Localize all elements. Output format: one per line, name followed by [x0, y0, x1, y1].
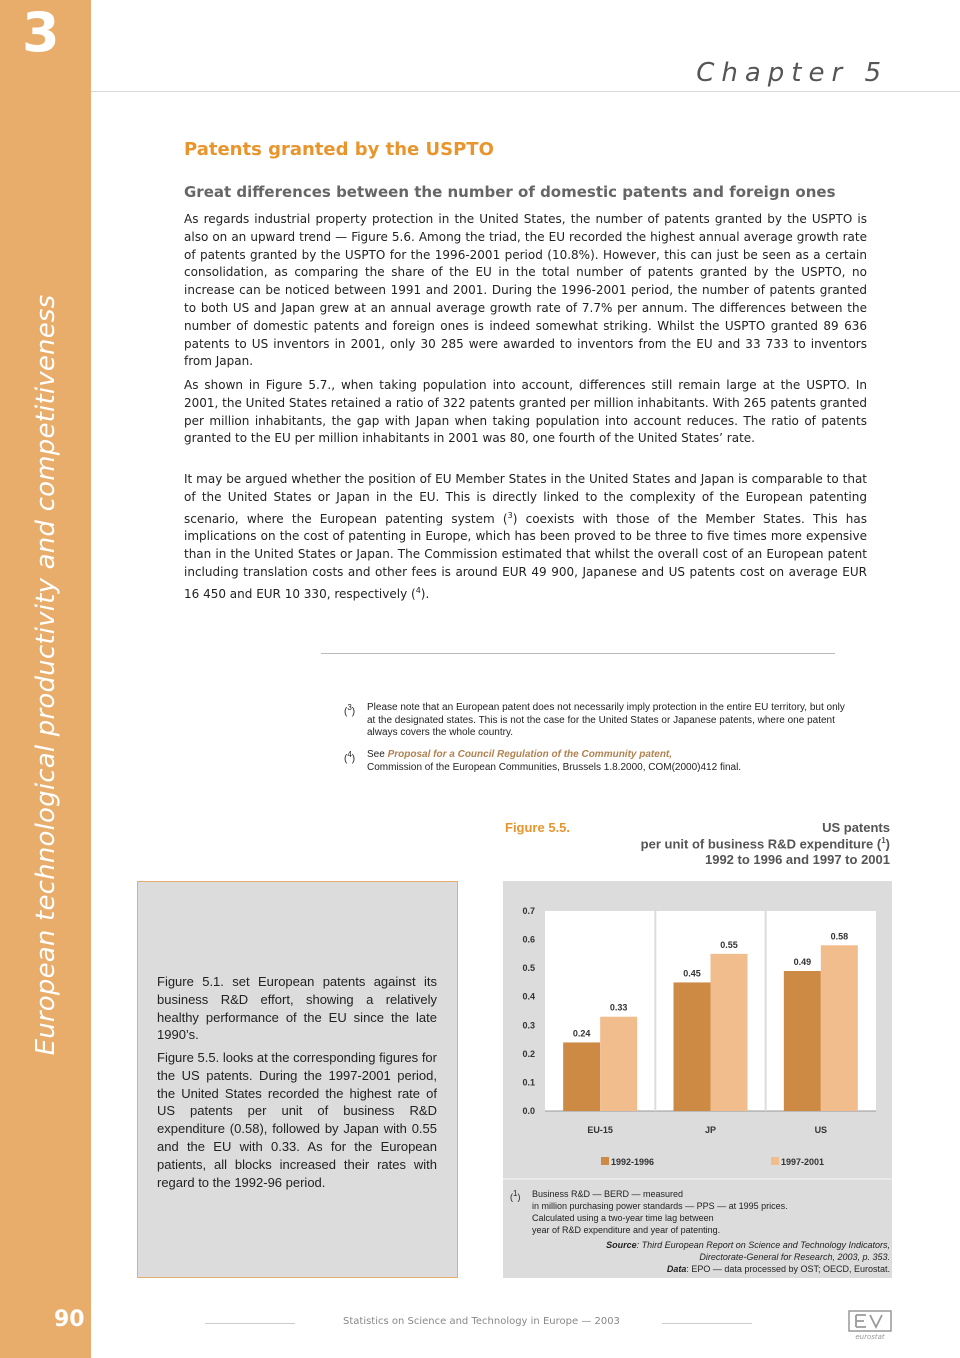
- footer-rule-right: [662, 1323, 752, 1324]
- legend-swatch-1992-1996: [601, 1157, 609, 1165]
- figure-title-line-2: per unit of business R&D expenditure ($^1$): [640, 836, 890, 852]
- y-tick-label: 0.0: [522, 1106, 535, 1116]
- paragraph-3: [184, 471, 867, 604]
- x-tick-label: EU-15: [587, 1125, 613, 1135]
- y-tick-label: 0.1: [522, 1077, 535, 1088]
- paragraph-2: As shown in Figure 5.7., when taking population into account, differences still remain large at the USPTO. In 2001, the United States retained a ratio of 322 patents granted per million inhabitants. With 265 patents granted per million inhabitants, the gap with Japan when taking population into account reduces. The ratio of patents granted to the EU per million inhabitants in 2001 was 80, one fourth of the United States’ rate.: [184, 378, 867, 446]
- legend-label: 1992-1996: [611, 1157, 655, 1167]
- y-tick-label: 0.5: [522, 963, 535, 974]
- bar-1992-1996-US: [784, 971, 821, 1111]
- footnote-4-marker: ($^4$): [344, 750, 356, 765]
- footnote-4-text: See Proposal for a Council Regulation of the Community patent, Commission of the European Communities, Brussels 1.8.2000, COM(2000)412 final.: [367, 749, 742, 773]
- legend-swatch-1997-2001: [771, 1157, 779, 1165]
- chart-data-source: Data: EPO — data processed by OST; OECD, Eurostat.: [666, 1264, 890, 1274]
- sidebar: [0, 0, 91, 1358]
- y-tick-label: 0.7: [522, 906, 535, 916]
- bar-1997-2001-EU-15: [600, 1017, 637, 1111]
- chart-source: Source: Third European Report on Science and Technology Indicators,: [606, 1240, 890, 1250]
- figure-title-line-1: US patents: [822, 820, 890, 835]
- chapter-number: 3: [22, 1, 60, 64]
- paragraph-3-part-3: ).: [420, 586, 430, 601]
- box-paragraph-1: Figure 5.1. set European patents against its business R&D effort, showing a relatively healthy performance of the EU since the late 1990’s.: [157, 974, 437, 1043]
- box-paragraph-2: Figure 5.5. looks at the corresponding figures for the US patents. During the 1997-2001 period, the United States recorded the highest rate of US patents per unit of business R&D expenditure (0.58), followed by Japan with 0.55 and the EU with 0.33. As for the European patients, all blocks increased their rates with regard to the 1992-96 period.: [157, 1050, 437, 1190]
- data-label: 0.24: [572, 1028, 591, 1039]
- y-tick-label: 0.6: [522, 934, 535, 945]
- section-subtitle: Great differences between the number of domestic patents and foreign ones: [184, 183, 836, 201]
- x-tick-label: JP: [704, 1125, 717, 1135]
- y-tick-label: 0.4: [522, 991, 535, 1002]
- bar-1997-2001-JP: [711, 954, 748, 1111]
- footnote-4-title: Proposal for a Council Regulation of the Community patent,: [387, 749, 673, 760]
- y-tick-label: 0.2: [522, 1048, 535, 1059]
- chart-note-text: Business R&D — BERD — measured in million purchasing power standards — PPS — at 1995 prices. Calculated using a two-year time lag between year of R&D expenditure and year of patenting.: [532, 1189, 788, 1235]
- data-label: 0.49: [793, 957, 812, 967]
- data-label: 0.45: [683, 968, 701, 979]
- eurostat-logo: [848, 1310, 892, 1340]
- x-tick-label: US: [814, 1125, 828, 1135]
- data-label: 0.33: [609, 1002, 628, 1013]
- data-label: 0.58: [830, 931, 849, 942]
- header-rule: [91, 91, 960, 92]
- eurostat-logo-text: eurostat: [855, 1333, 885, 1340]
- paragraph-3-part-2: ) coexists with those of the Member States. This has implications on the cost of patenting in Europe, which has been proved to be three to five times more expensive than in the United States or Japan. The Commission estimated that whilst the overall cost of an European patent including translation costs and other fees is around EUR 49 900, Japanese and US patents cost on average EUR 16 450 and EUR 10 330, respectively (: [184, 511, 867, 601]
- legend-label: 1997-2001: [781, 1157, 825, 1167]
- footer-text: Statistics on Science and Technology in Europe — 2003: [343, 1316, 620, 1327]
- page-number: 90: [54, 1307, 85, 1332]
- figure-label: Figure 5.5.: [505, 820, 571, 835]
- paragraph-1: As regards industrial property protection in the United States, the number of patents granted by the USPTO is also on an upward trend — Figure 5.6. Among the triad, the EU recorded the highest annual average growth rate of patents granted by the USPTO for the 1996-2001 period (10.8%). However, this can just be seen as a certain consolidation, as comparing the share of the EU in the total number of patents granted by the USPTO, no increase can be noticed between 1991 and 2001. During the 1996-2001 period, the number of patents granted to both US and Japan grew at an annual average growth rate of 7.7% per annum. The differences between the number of domestic patents and foreign ones is indeed somewhat striking. Whilst the USPTO granted 89 636 patents to US inventors in 2001, only 30 285 were awarded to inventors from the EU and 33 733 to inventors from Japan.: [184, 212, 867, 369]
- chart-note-marker: ($^1$): [510, 1189, 521, 1202]
- vertical-title: European technological productivity and competitiveness: [31, 294, 61, 1056]
- bar-1992-1996-EU-15: [563, 1042, 600, 1111]
- paragraph-3-part-1: It may be argued whether the position of EU Member States in the United States and Japan is comparable to that of the United States or Japan in the EU. This is directly linked to the complexity of the European patenting scenario, where the European patenting system (: [184, 472, 867, 526]
- chapter-label: Chapter 5: [696, 58, 888, 88]
- y-tick-label: 0.3: [522, 1020, 535, 1031]
- bar-1992-1996-JP: [674, 982, 711, 1111]
- footer-rule-left: [205, 1323, 295, 1324]
- bar-1997-2001-US: [821, 945, 858, 1111]
- chart-source-line-2: Directorate-General for Research, 2003, p. 353.: [699, 1252, 890, 1262]
- data-label: 0.55: [720, 939, 738, 950]
- footnote-3-marker: ($^3$): [344, 703, 356, 718]
- footnote-ref-3: 3: [507, 510, 513, 520]
- footnote-ref-4: 4: [415, 585, 421, 595]
- footnote-divider: [321, 653, 835, 654]
- section-title: Patents granted by the USPTO: [184, 139, 494, 160]
- figure-title-line-3: 1992 to 1996 and 1997 to 2001: [704, 852, 890, 867]
- footnote-3-text: Please note that an European patent does not necessarily imply protection in the entire EU territory, but only at the designated states. This is not the case for the United States or Japanese patents, where one patent always covers the whole country.: [367, 702, 845, 738]
